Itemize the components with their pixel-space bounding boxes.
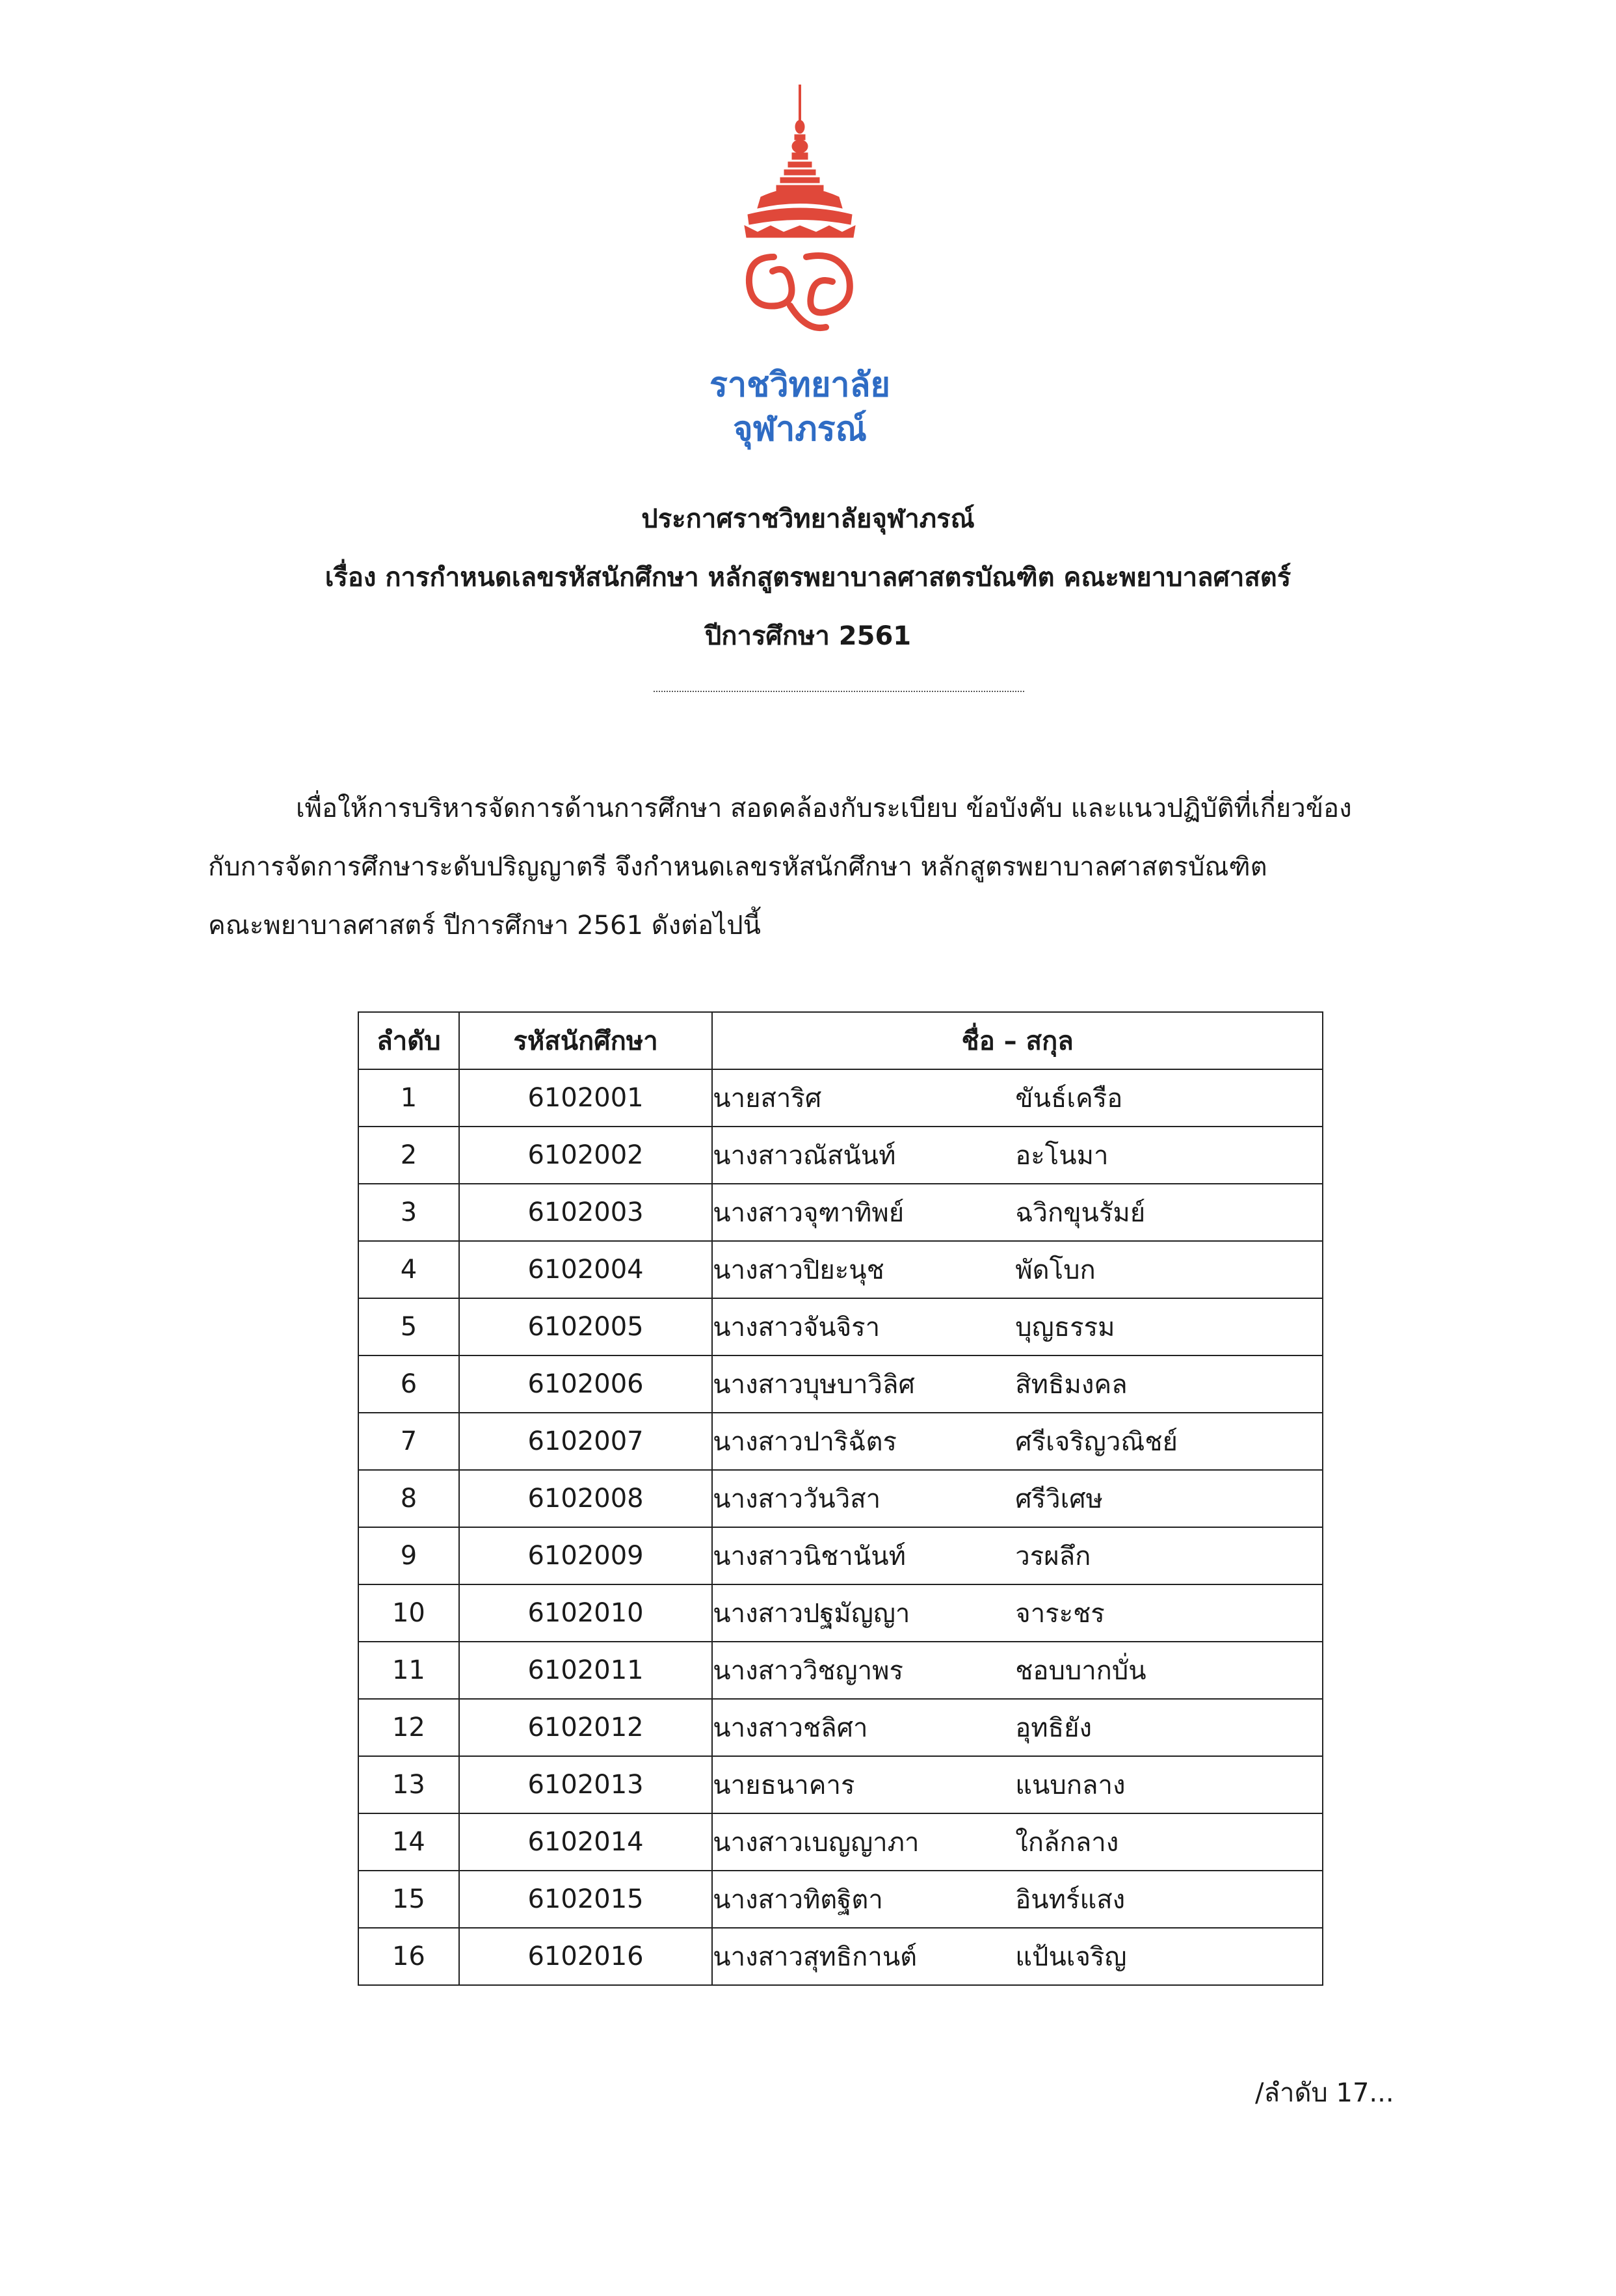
row-order: 6 [358, 1355, 459, 1413]
table-row [358, 1470, 1323, 1527]
row-student-id: 6102002 [459, 1127, 712, 1184]
row-full-name [712, 1069, 1323, 1127]
row-order: 9 [358, 1527, 459, 1584]
row-student-id: 6102008 [459, 1470, 712, 1527]
row-last-name: ขันธ์เครือ [1015, 1084, 1123, 1114]
header-full-name: ชื่อ – สกุล [712, 1012, 1323, 1069]
row-student-id: 6102010 [459, 1584, 712, 1642]
row-student-id: 6102009 [459, 1527, 712, 1584]
logo-wordmark-line2: จุฬาภรณ์ [733, 410, 867, 449]
row-full-name [712, 1928, 1323, 1985]
table-row [358, 1184, 1323, 1241]
row-student-id: 6102015 [459, 1871, 712, 1928]
row-order: 15 [358, 1871, 459, 1928]
row-full-name [712, 1413, 1323, 1470]
row-last-name: แป้นเจริญ [1015, 1942, 1127, 1972]
table-header-row [358, 1012, 1323, 1069]
row-order: 4 [358, 1241, 459, 1298]
row-full-name [712, 1127, 1323, 1184]
row-full-name [712, 1241, 1323, 1298]
row-order: 2 [358, 1127, 459, 1184]
row-full-name [712, 1355, 1323, 1413]
table-row [358, 1699, 1323, 1756]
row-order: 7 [358, 1413, 459, 1470]
row-full-name [712, 1584, 1323, 1642]
row-first-name: นางสาวปฐมัญญา [713, 1599, 910, 1629]
table-row [358, 1298, 1323, 1355]
row-last-name: วรผลึก [1015, 1542, 1091, 1571]
table-row [358, 1584, 1323, 1642]
row-student-id: 6102014 [459, 1813, 712, 1871]
row-last-name: อุทธิยัง [1015, 1713, 1093, 1743]
body-paragraph-line3: คณะพยาบาลศาสตร์ ปีการศึกษา 2561 ดังต่อไปนี้ [208, 911, 761, 941]
announcement-subject: เรื่อง การกำหนดเลขรหัสนักศึกษา หลักสูตรพยาบาลศาสตรบัณฑิต คณะพยาบาลศาสตร์ [325, 563, 1291, 593]
row-order: 8 [358, 1470, 459, 1527]
row-student-id: 6102007 [459, 1413, 712, 1470]
row-student-id: 6102005 [459, 1298, 712, 1355]
row-first-name: นางสาวณัสนันท์ [713, 1141, 896, 1171]
row-first-name: นางสาวปิยะนุช [713, 1255, 884, 1285]
row-first-name: นางสาวนิชานันท์ [713, 1542, 906, 1571]
row-order: 11 [358, 1642, 459, 1699]
row-order: 13 [358, 1756, 459, 1813]
table-row [358, 1241, 1323, 1298]
continuation-note: /ลำดับ 17... [1255, 2078, 1394, 2108]
header-student-id: รหัสนักศึกษา [459, 1012, 712, 1069]
row-full-name [712, 1184, 1323, 1241]
row-order: 5 [358, 1298, 459, 1355]
logo-wordmark-line1: ราชวิทยาลัย [709, 366, 890, 405]
row-student-id: 6102013 [459, 1756, 712, 1813]
row-first-name: นายธนาคาร [713, 1770, 855, 1800]
row-order: 1 [358, 1069, 459, 1127]
row-student-id: 6102003 [459, 1184, 712, 1241]
table-row [358, 1813, 1323, 1871]
row-full-name [712, 1642, 1323, 1699]
row-last-name: อะโนมา [1015, 1141, 1109, 1171]
row-order: 10 [358, 1584, 459, 1642]
royal-pagoda-crest-icon [735, 81, 865, 341]
row-order: 3 [358, 1184, 459, 1241]
row-last-name: จาระชร [1015, 1599, 1105, 1629]
row-first-name: นายสาริศ [713, 1084, 822, 1114]
row-last-name: ฉวิกขุนรัมย์ [1015, 1198, 1146, 1228]
row-full-name [712, 1527, 1323, 1584]
row-first-name: นางสาวเบญญาภา [713, 1828, 920, 1858]
row-order: 14 [358, 1813, 459, 1871]
row-full-name [712, 1871, 1323, 1928]
row-full-name [712, 1813, 1323, 1871]
row-last-name: ศรีวิเศษ [1015, 1484, 1104, 1514]
table-row [358, 1127, 1323, 1184]
body-paragraph-line2: กับการจัดการศึกษาระดับปริญญาตรี จึงกำหนดเลขรหัสนักศึกษา หลักสูตรพยาบาลศาสตรบัณฑิต [208, 852, 1267, 882]
row-last-name: ศรีเจริญวณิชย์ [1015, 1427, 1178, 1457]
row-full-name [712, 1470, 1323, 1527]
row-last-name: สิทธิมงคล [1015, 1370, 1128, 1400]
row-student-id: 6102011 [459, 1642, 712, 1699]
row-student-id: 6102006 [459, 1355, 712, 1413]
row-first-name: นางสาวสุทธิกานต์ [713, 1942, 918, 1972]
university-emblem [735, 81, 865, 341]
table-row [358, 1355, 1323, 1413]
row-student-id: 6102001 [459, 1069, 712, 1127]
row-last-name: แนบกลาง [1015, 1770, 1126, 1800]
row-first-name: นางสาววิชญาพร [713, 1656, 903, 1686]
student-id-table [358, 1011, 1323, 1986]
row-order: 12 [358, 1699, 459, 1756]
header-order: ลำดับ [358, 1012, 459, 1069]
academic-year: ปีการศึกษา 2561 [704, 621, 912, 651]
row-first-name: นางสาวจันจิรา [713, 1313, 881, 1342]
row-student-id: 6102012 [459, 1699, 712, 1756]
table-row [358, 1413, 1323, 1470]
row-first-name: นางสาวบุษบาวิลิศ [713, 1370, 915, 1400]
table-row [358, 1527, 1323, 1584]
row-last-name: พัดโบก [1015, 1255, 1096, 1285]
table-row [358, 1871, 1323, 1928]
table-row [358, 1756, 1323, 1813]
row-last-name: ชอบบากบั่น [1015, 1656, 1146, 1686]
row-order: 16 [358, 1928, 459, 1985]
row-last-name: บุญธรรม [1015, 1313, 1115, 1342]
row-first-name: นางสาววันวิสา [713, 1484, 881, 1514]
table-row [358, 1069, 1323, 1127]
row-last-name: อินทร์แสง [1015, 1885, 1126, 1915]
row-first-name: นางสาวทิตฐิตา [713, 1885, 883, 1915]
row-full-name [712, 1298, 1323, 1355]
row-first-name: นางสาวจุฑาทิพย์ [713, 1198, 905, 1228]
row-last-name: ใกล้กลาง [1015, 1828, 1119, 1858]
row-first-name: นางสาวชลิศา [713, 1713, 868, 1743]
announcement-title: ประกาศราชวิทยาลัยจุฬาภรณ์ [641, 504, 975, 534]
dotted-divider [654, 691, 1024, 692]
row-student-id: 6102016 [459, 1928, 712, 1985]
row-first-name: นางสาวปาริฉัตร [713, 1427, 897, 1457]
row-full-name [712, 1756, 1323, 1813]
table-row [358, 1928, 1323, 1985]
row-full-name [712, 1699, 1323, 1756]
table-row [358, 1642, 1323, 1699]
row-student-id: 6102004 [459, 1241, 712, 1298]
body-paragraph-line1: เพื่อให้การบริหารจัดการด้านการศึกษา สอดคล้องกับระเบียบ ข้อบังคับ และแนวปฏิบัติที่เกี่ยวข้อง [296, 794, 1352, 823]
